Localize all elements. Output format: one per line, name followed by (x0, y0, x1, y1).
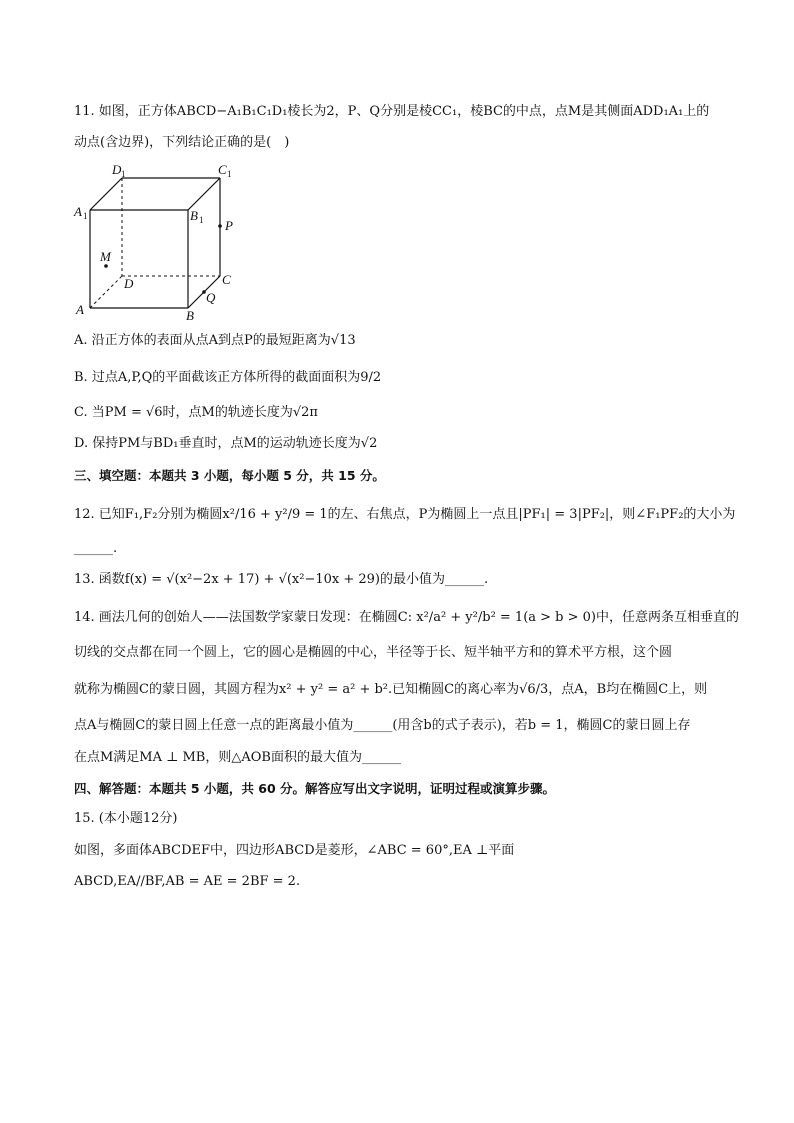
q14-line1: 14. 画法几何的创始人——法国数学家蒙日发现：在椭圆C: x²/a² + y²/b² = 1(a > b > 0)中，任意两条互相垂直的 (74, 610, 740, 625)
label-D1: D (112, 162, 122, 177)
q13: 13. 函数f(x) = √(x²−2x + 17) + √(x²−10x + 29)的最小值为______. (74, 572, 489, 587)
q14-line3: 就称为椭圆C的蒙日圆，其圆方程为x² + y² = a² + b².已知椭圆C的离心率为√6/3，点A，B均在椭圆C上，则 (74, 682, 708, 697)
label-B1: B (190, 208, 198, 223)
q12-line2: ______. (74, 541, 118, 556)
label-D: D (124, 276, 134, 291)
q14-line4: 点A与椭圆C的蒙日圆上任意一点的距离最小值为______(用含b的式子表示)，若b = 1，椭圆C的蒙日圆上存 (74, 718, 691, 733)
q11-option-b: B. 过点A,P,Q的平面截该正方体所得的截面面积为9/2 (74, 370, 382, 385)
label-B: B (186, 308, 194, 320)
svg-text:1: 1 (199, 215, 204, 225)
label-C1: C (218, 162, 227, 177)
section4-heading: 四、解答题：本题共 5 小题，共 60 分。解答应写出文字说明，证明过程或演算步骤。 (74, 781, 556, 796)
q15-line2: 如图，多面体ABCDEF中，四边形ABCD是菱形，∠ABC = 60°,EA ⊥平面 (74, 843, 515, 858)
q11-option-c: C. 当PM = √6时，点M的轨迹长度为√2π (74, 405, 318, 420)
q11-line2: 动点(含边界)，下列结论正确的是( ) (74, 135, 290, 150)
label-C: C (222, 272, 231, 287)
q15-line3: ABCD,EA//BF,AB = AE = 2BF = 2. (74, 874, 301, 889)
label-A: A (76, 302, 84, 317)
q14-line2: 切线的交点都在同一个圆上，它的圆心是椭圆的中心，半径等于长、短半轴平方和的算术平方根，这个圆 (74, 645, 673, 660)
cube-figure (70, 160, 250, 320)
q11-line1: 11. 如图，正方体ABCD−A₁B₁C₁D₁棱长为2，P、Q分别是棱CC₁，棱BC的中点，点M是其侧面ADD₁A₁上的 (74, 104, 710, 119)
label-A1: A (74, 204, 82, 219)
q11-option-a: A. 沿正方体的表面从点A到点P的最短距离为√13 (74, 333, 356, 348)
svg-text:1: 1 (227, 169, 232, 179)
q11-option-d: D. 保持PM与BD₁垂直时，点M的运动轨迹长度为√2 (74, 436, 378, 451)
label-M: M (100, 249, 111, 264)
q14-line5: 在点M满足MA ⊥ MB，则△AOB面积的最大值为______ (74, 750, 401, 765)
svg-text:1: 1 (121, 169, 126, 179)
q12-line1: 12. 已知F₁,F₂分别为椭圆x²/16 + y²/9 = 1的左、右焦点，P为椭圆上一点且|PF₁| = 3|PF₂|，则∠F₁PF₂的大小为 (74, 507, 736, 522)
label-Q: Q (206, 290, 216, 305)
q15-line1: 15. (本小题12分) (74, 811, 178, 826)
svg-text:1: 1 (83, 211, 88, 221)
section3-heading: 三、填空题：本题共 3 小题，每小题 5 分，共 15 分。 (74, 468, 385, 483)
label-P: P (225, 218, 233, 233)
